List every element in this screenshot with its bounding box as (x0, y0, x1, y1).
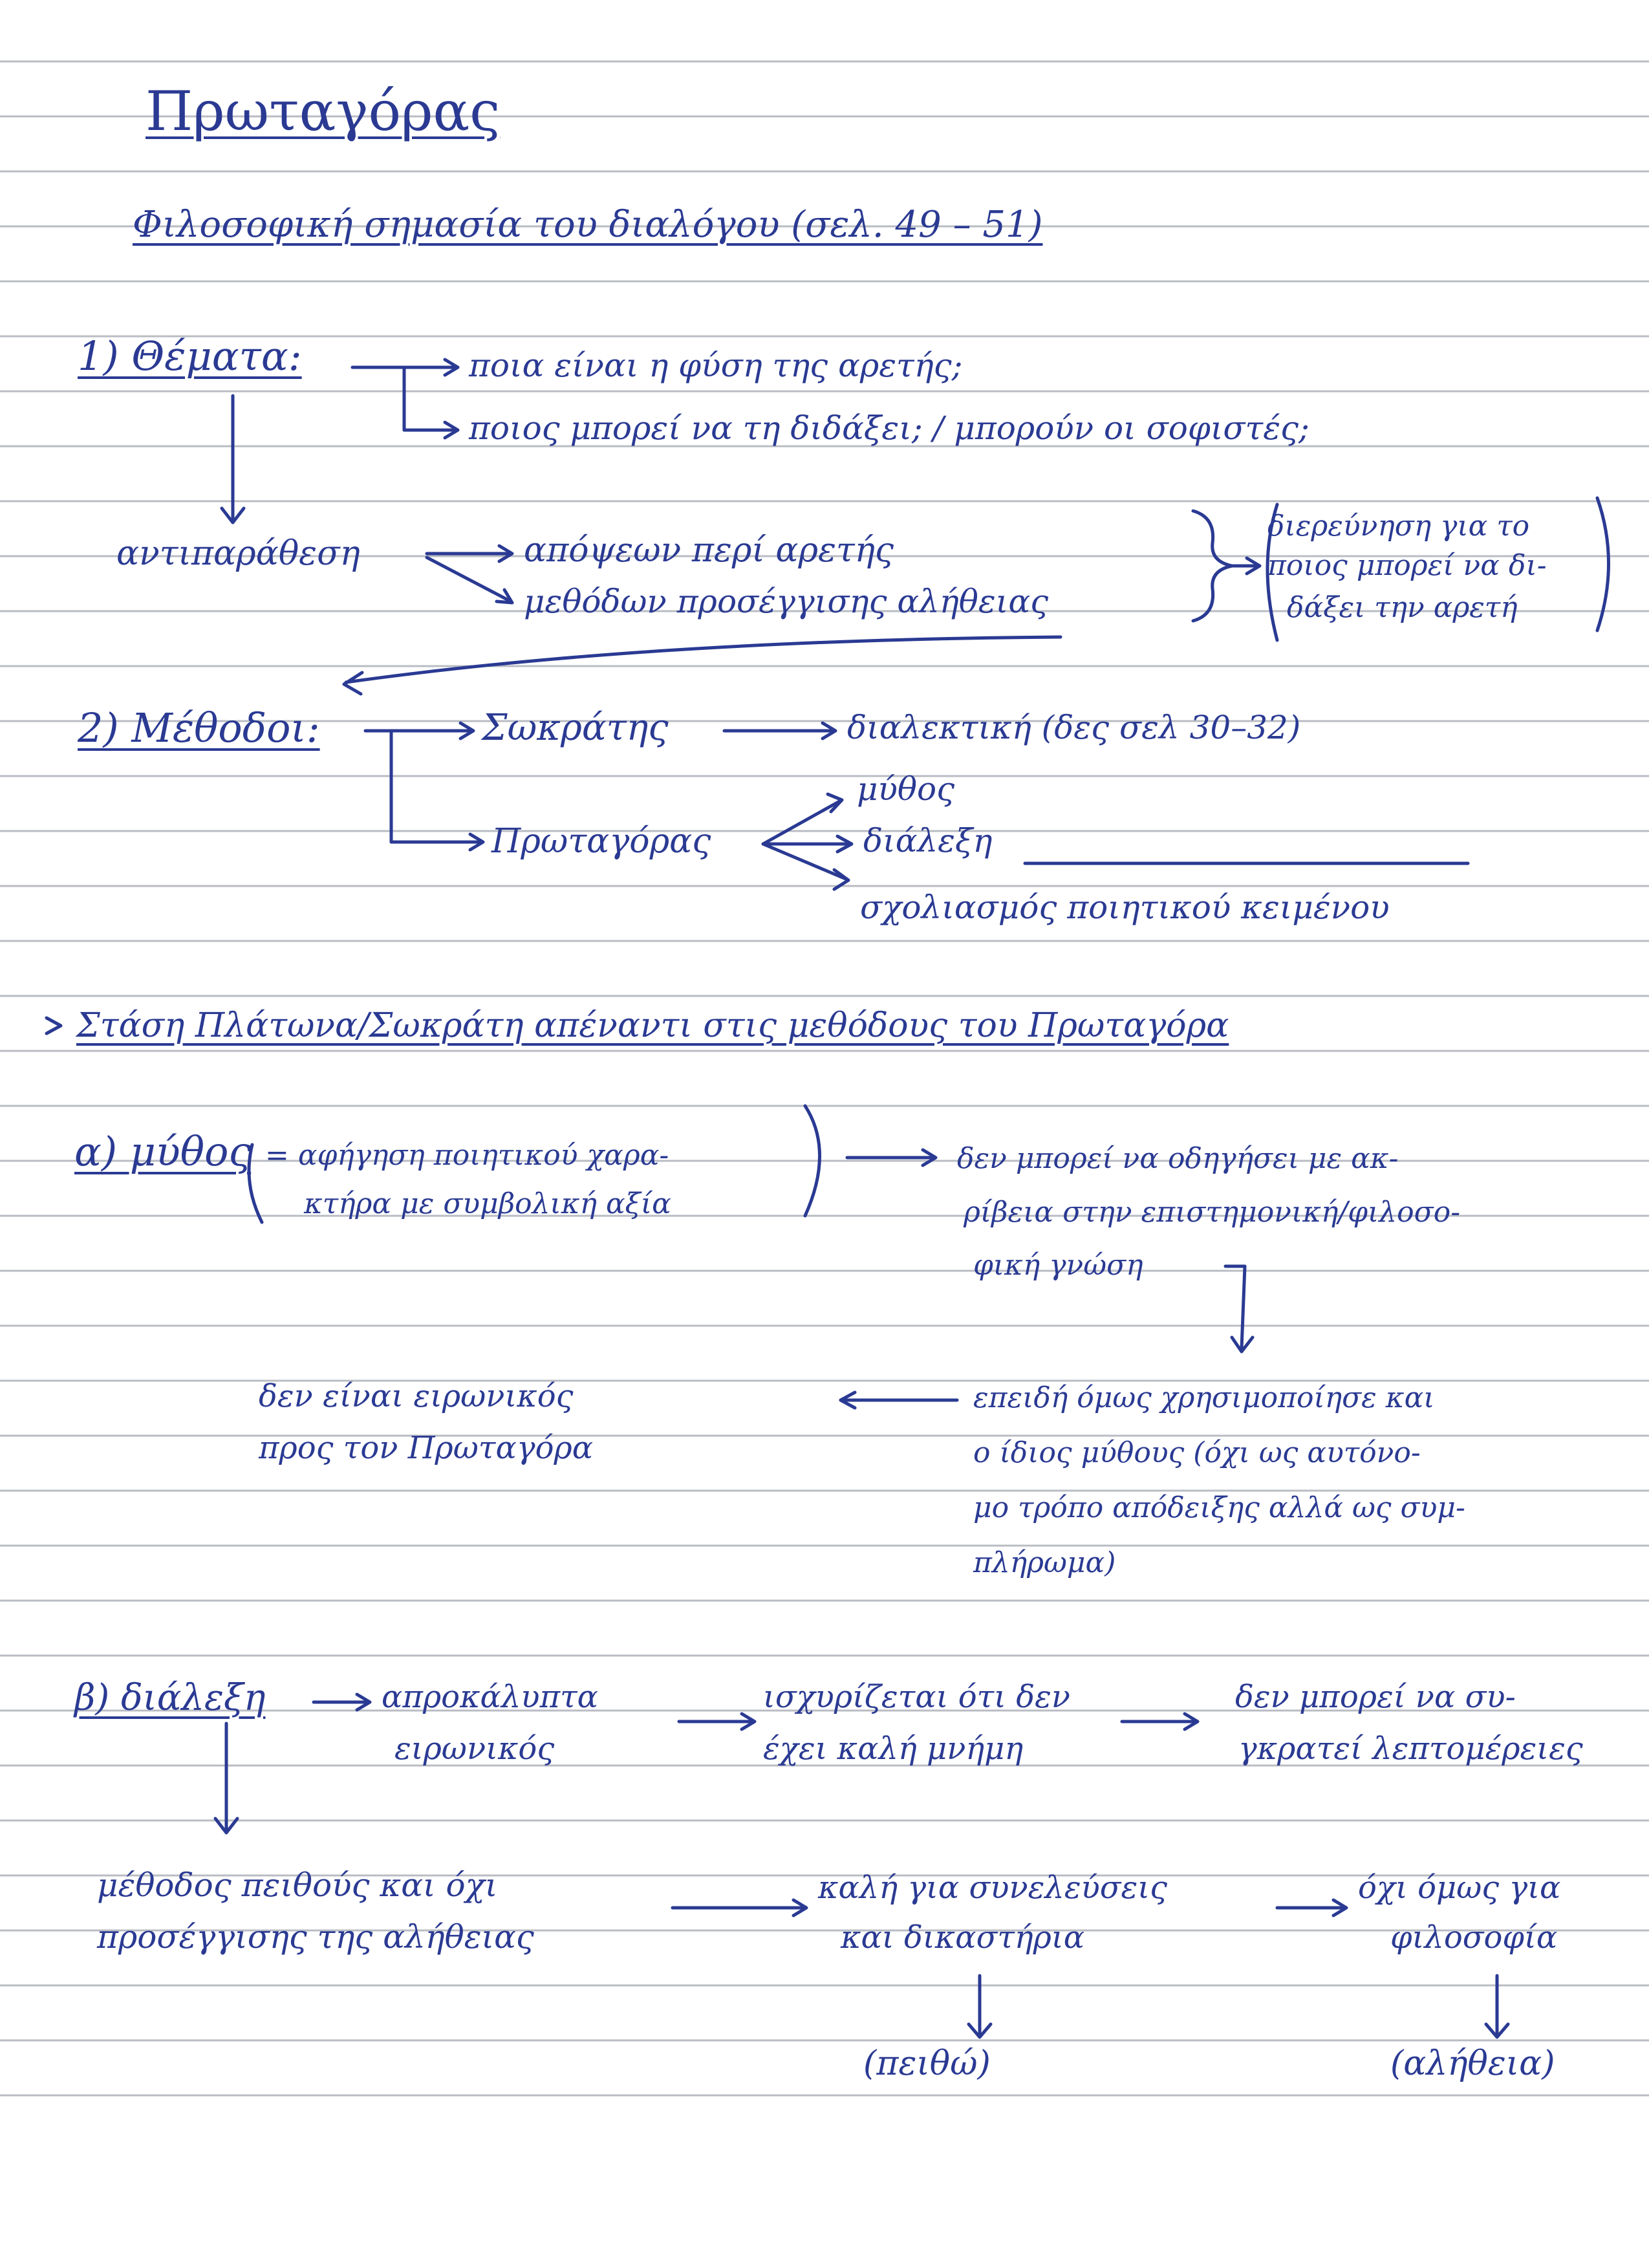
method-protagoras: Πρωταγόρας (491, 822, 711, 861)
not-philosophy-1: όχι όμως για (1358, 1870, 1561, 1906)
myth-result-1: δεν μπορεί να οδηγήσει με ακ- (957, 1142, 1399, 1175)
myth-conclusion-1: δεν είναι ειρωνικός (259, 1378, 574, 1414)
lecture-memory-2: έχει καλή μνήμη (763, 1731, 1024, 1767)
method-dialectic: διαλεκτική (δες σελ 30–32) (847, 709, 1301, 746)
myth-definition-2: κτήρα με συμβολική αξία (304, 1187, 671, 1220)
method-socrates: Σωκράτης (482, 707, 669, 749)
persuasion-method-1: μέθοδος πειθούς και όχι (97, 1866, 498, 1904)
persuasion-method-2: προσέγγισης της αλήθειας (97, 1918, 534, 1956)
lecture-ironic-2: ειρωνικός (394, 1731, 555, 1767)
section-a-label: α) μύθος (74, 1128, 252, 1175)
myth-conclusion-2: προς τον Πρωταγόρα (259, 1430, 594, 1466)
antiparathesi-label: αντιπαράθεση (116, 534, 360, 573)
peitho-label: (πειθώ) (863, 2044, 991, 2083)
good-for-assemblies-2: και δικαστήρια (841, 1919, 1085, 1956)
lecture-details-1: δεν μπορεί να συ- (1235, 1679, 1516, 1715)
lecture-details-2: γκρατεί λεπτομέρειες (1238, 1731, 1583, 1767)
lecture-memory-1: ισχυρίζεται ότι δεν (763, 1679, 1071, 1715)
myth-definition-1: = αφήγηση ποιητικού χαρα- (265, 1139, 669, 1172)
stance-heading: Στάση Πλάτωνα/Σωκράτη απέναντι στις μεθόδους του Πρωταγόρα (76, 1006, 1229, 1045)
myth-result-3: φική γνώση (973, 1249, 1143, 1282)
myth-but-2: ο ίδιος μύθους (όχι ως αυτόνο- (973, 1436, 1421, 1469)
page-title: Πρωταγόρας (146, 80, 501, 143)
section2-heading: 2) Μέθοδοι: (78, 704, 320, 751)
not-philosophy-2: φιλοσοφία (1390, 1919, 1558, 1956)
myth-but-1: επειδή όμως χρησιμοποίησε και (973, 1381, 1435, 1414)
protagoras-commentary: σχολιασμός ποιητικού κειμένου (860, 889, 1390, 926)
protagoras-lecture: διάλεξη (863, 822, 993, 859)
section-b-label: β) διάλεξη (74, 1677, 266, 1719)
good-for-assemblies-1: καλή για συνελεύσεις (818, 1870, 1167, 1906)
lecture-ironic-1: απροκάλυπτα (382, 1679, 599, 1715)
aletheia-label: (αλήθεια) (1390, 2044, 1555, 2083)
topic-who-can-teach: ποιος μπορεί να τη διδάξει; / μπορούν οι σοφιστές; (469, 409, 1310, 447)
note-line-2: ποιος μπορεί να δι- (1267, 549, 1547, 582)
myth-result-2: ρίβεια στην επιστημονική/φιλοσο- (964, 1196, 1461, 1229)
section1-heading: 1) Θέματα: (78, 332, 302, 380)
note-line-3: δάξει την αρετή (1287, 591, 1518, 624)
myth-but-4: πλήρωμα) (973, 1546, 1116, 1579)
antiparathesi-views: απόψεων περί αρετής (524, 531, 894, 570)
note-line-1: διερεύνηση για το (1267, 510, 1530, 543)
topic-nature-of-virtue: ποια είναι η φύση της αρετής; (469, 347, 963, 384)
myth-but-3: μο τρόπο απόδειξης αλλά ως συμ- (973, 1491, 1465, 1524)
subtitle: Φιλοσοφική σημασία του διαλόγου (σελ. 49 – 51) (133, 204, 1043, 246)
protagoras-myth: μύθος (857, 770, 955, 808)
antiparathesi-methods: μεθόδων προσέγγισης αλήθειας (524, 583, 1049, 620)
